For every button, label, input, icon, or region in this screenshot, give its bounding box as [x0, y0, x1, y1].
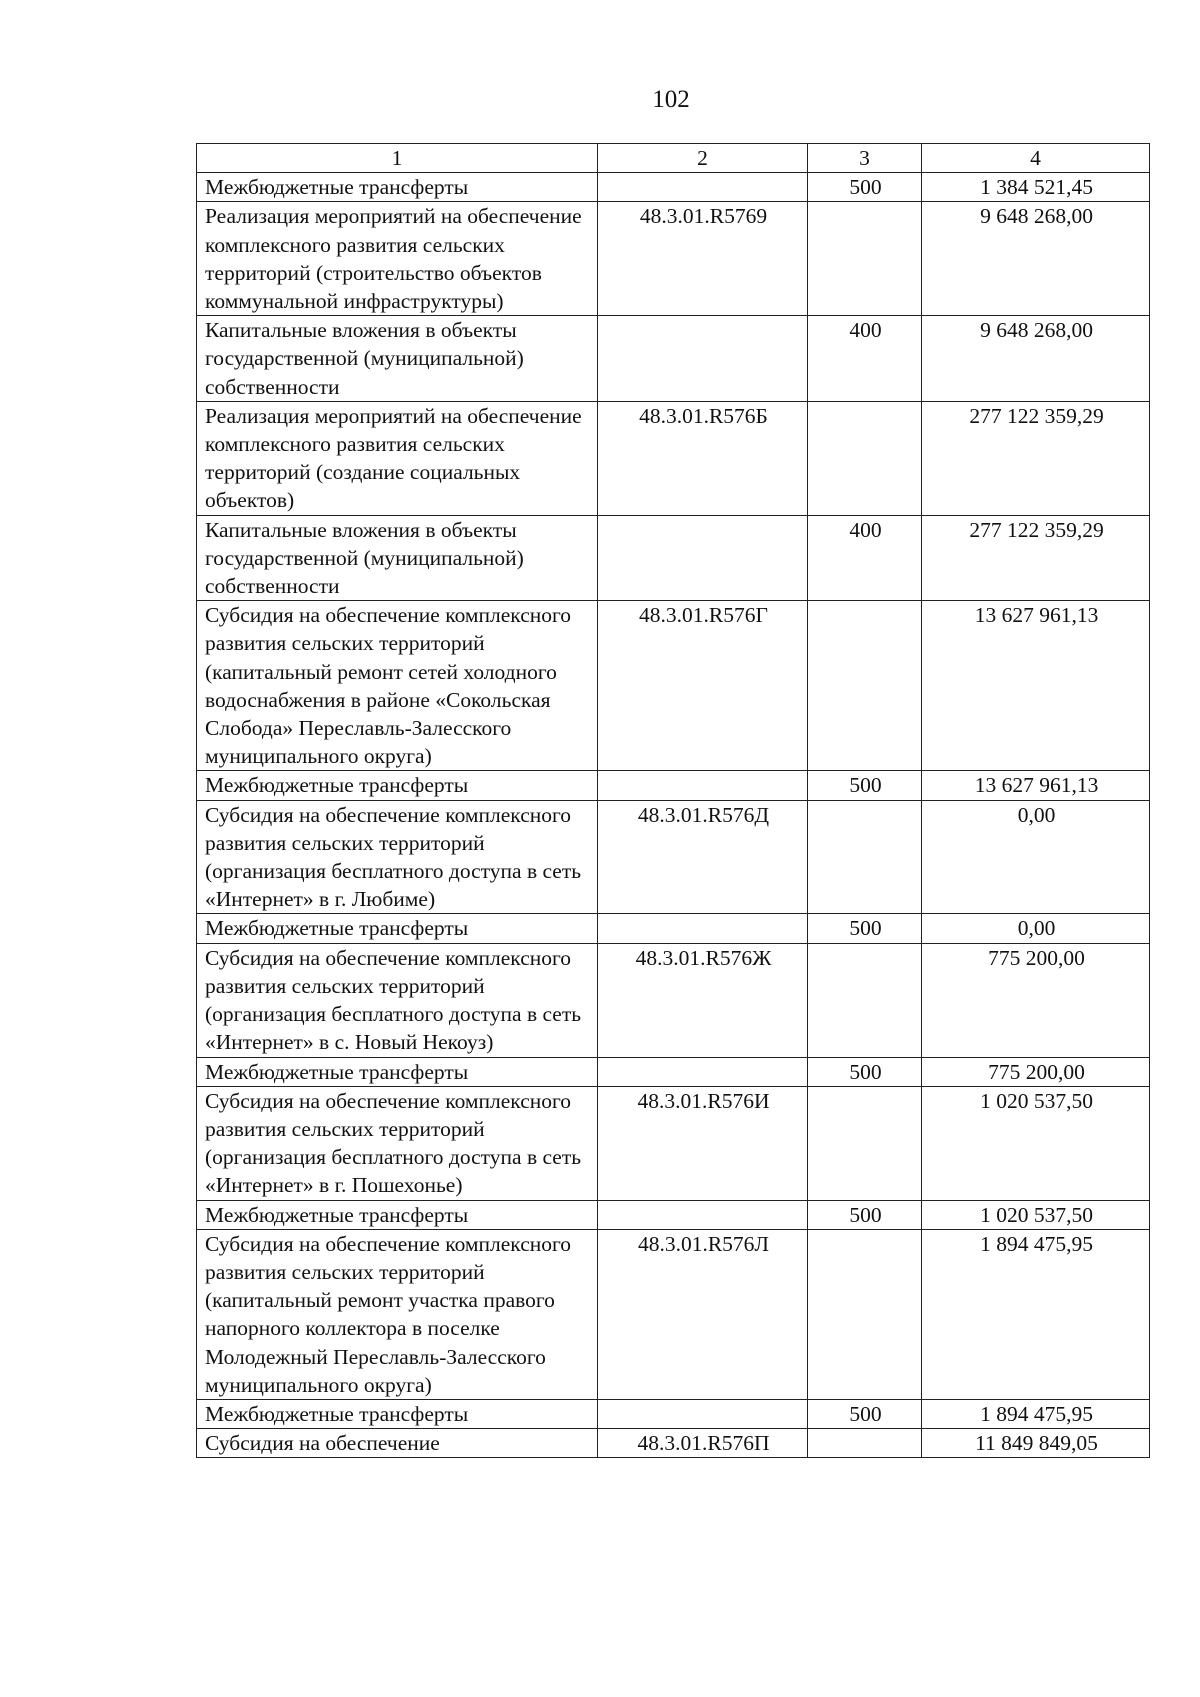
cell-amount: 1 020 537,50 — [922, 1200, 1150, 1229]
cell-code: 48.3.01.R576И — [598, 1086, 808, 1200]
table-row — [197, 1429, 1150, 1458]
table-row — [197, 1399, 1150, 1428]
cell-type — [808, 800, 922, 914]
cell-type — [808, 202, 922, 316]
cell-code — [598, 1399, 808, 1428]
cell-code: 48.3.01.R576Д — [598, 800, 808, 914]
cell-amount: 1 894 475,95 — [922, 1399, 1150, 1428]
cell-name: Субсидия на обеспечение комплексного развития сельских территорий (организация бесплатного доступа в сеть «Интернет» в г. Пошехонье) — [197, 1086, 598, 1200]
cell-amount: 9 648 268,00 — [922, 202, 1150, 316]
cell-amount: 277 122 359,29 — [922, 401, 1150, 515]
cell-name: Субсидия на обеспечение комплексного развития сельских территорий (организация бесплатного доступа в сеть «Интернет» в с. Новый Некоуз) — [197, 943, 598, 1057]
cell-amount: 1 020 537,50 — [922, 1086, 1150, 1200]
column-header-2: 2 — [598, 144, 808, 173]
cell-code — [598, 1057, 808, 1086]
cell-name: Субсидия на обеспечение комплексного развития сельских территорий (капитальный ремонт участка правого напорного коллектора в поселке Молодежный Переславль-Залесского муниципального округа) — [197, 1229, 598, 1399]
cell-name: Субсидия на обеспечение комплексного развития сельских территорий (организация бесплатного доступа в сеть «Интернет» в г. Любиме) — [197, 800, 598, 914]
cell-name: Межбюджетные трансферты — [197, 771, 598, 800]
cell-amount: 775 200,00 — [922, 943, 1150, 1057]
cell-name: Субсидия на обеспечение комплексного развития сельских территорий (капитальный ремонт сетей холодного водоснабжения в районе «Сокольская Слобода» Переславль-Залесского муниципального округа) — [197, 601, 598, 771]
table-row — [197, 1057, 1150, 1086]
cell-name: Межбюджетные трансферты — [197, 1399, 598, 1428]
column-header-3: 3 — [808, 144, 922, 173]
budget-table — [196, 143, 1150, 1458]
cell-amount: 775 200,00 — [922, 1057, 1150, 1086]
cell-name: Межбюджетные трансферты — [197, 914, 598, 943]
cell-type: 500 — [808, 1057, 922, 1086]
cell-type: 500 — [808, 914, 922, 943]
table-row — [197, 1229, 1150, 1399]
table-row — [197, 1200, 1150, 1229]
cell-code: 48.3.01.R576Л — [598, 1229, 808, 1399]
cell-code: 48.3.01.R576Б — [598, 401, 808, 515]
cell-name: Капитальные вложения в объекты государственной (муниципальной) собственности — [197, 515, 598, 601]
table-row — [197, 401, 1150, 515]
cell-code — [598, 515, 808, 601]
cell-amount: 0,00 — [922, 914, 1150, 943]
cell-code — [598, 316, 808, 402]
cell-type: 500 — [808, 1200, 922, 1229]
cell-code — [598, 914, 808, 943]
table-row — [197, 914, 1150, 943]
cell-name: Реализация мероприятий на обеспечение комплексного развития сельских территорий (создание социальных объектов) — [197, 401, 598, 515]
table-row — [197, 202, 1150, 316]
cell-code: 48.3.01.R576Ж — [598, 943, 808, 1057]
cell-type: 500 — [808, 1399, 922, 1428]
cell-name: Межбюджетные трансферты — [197, 1200, 598, 1229]
cell-amount: 13 627 961,13 — [922, 771, 1150, 800]
table-row — [197, 771, 1150, 800]
column-header-4: 4 — [922, 144, 1150, 173]
cell-type — [808, 401, 922, 515]
cell-amount: 1 894 475,95 — [922, 1229, 1150, 1399]
cell-code — [598, 173, 808, 202]
cell-code: 48.3.01.R5769 — [598, 202, 808, 316]
cell-type — [808, 1229, 922, 1399]
cell-code: 48.3.01.R576П — [598, 1429, 808, 1458]
cell-type: 500 — [808, 173, 922, 202]
cell-name: Реализация мероприятий на обеспечение комплексного развития сельских территорий (строительство объектов коммунальной инфраструктуры) — [197, 202, 598, 316]
cell-type: 400 — [808, 515, 922, 601]
table-header-row — [197, 144, 1150, 173]
cell-type — [808, 943, 922, 1057]
cell-amount: 13 627 961,13 — [922, 601, 1150, 771]
cell-name: Межбюджетные трансферты — [197, 1057, 598, 1086]
cell-name: Межбюджетные трансферты — [197, 173, 598, 202]
cell-type — [808, 1429, 922, 1458]
cell-type — [808, 601, 922, 771]
table-row — [197, 316, 1150, 402]
cell-amount: 11 849 849,05 — [922, 1429, 1150, 1458]
column-header-1: 1 — [197, 144, 598, 173]
table-row — [197, 515, 1150, 601]
table-row — [197, 800, 1150, 914]
cell-type — [808, 1086, 922, 1200]
table-row — [197, 173, 1150, 202]
page-number: 102 — [652, 86, 690, 113]
cell-amount: 277 122 359,29 — [922, 515, 1150, 601]
cell-type: 500 — [808, 771, 922, 800]
cell-type: 400 — [808, 316, 922, 402]
cell-code — [598, 1200, 808, 1229]
table-body — [197, 173, 1150, 1458]
cell-name: Капитальные вложения в объекты государственной (муниципальной) собственности — [197, 316, 598, 402]
cell-amount: 0,00 — [922, 800, 1150, 914]
cell-code: 48.3.01.R576Г — [598, 601, 808, 771]
table-row — [197, 1086, 1150, 1200]
cell-code — [598, 771, 808, 800]
table-row — [197, 601, 1150, 771]
cell-amount: 9 648 268,00 — [922, 316, 1150, 402]
cell-name: Субсидия на обеспечение — [197, 1429, 598, 1458]
cell-amount: 1 384 521,45 — [922, 173, 1150, 202]
table-row — [197, 943, 1150, 1057]
